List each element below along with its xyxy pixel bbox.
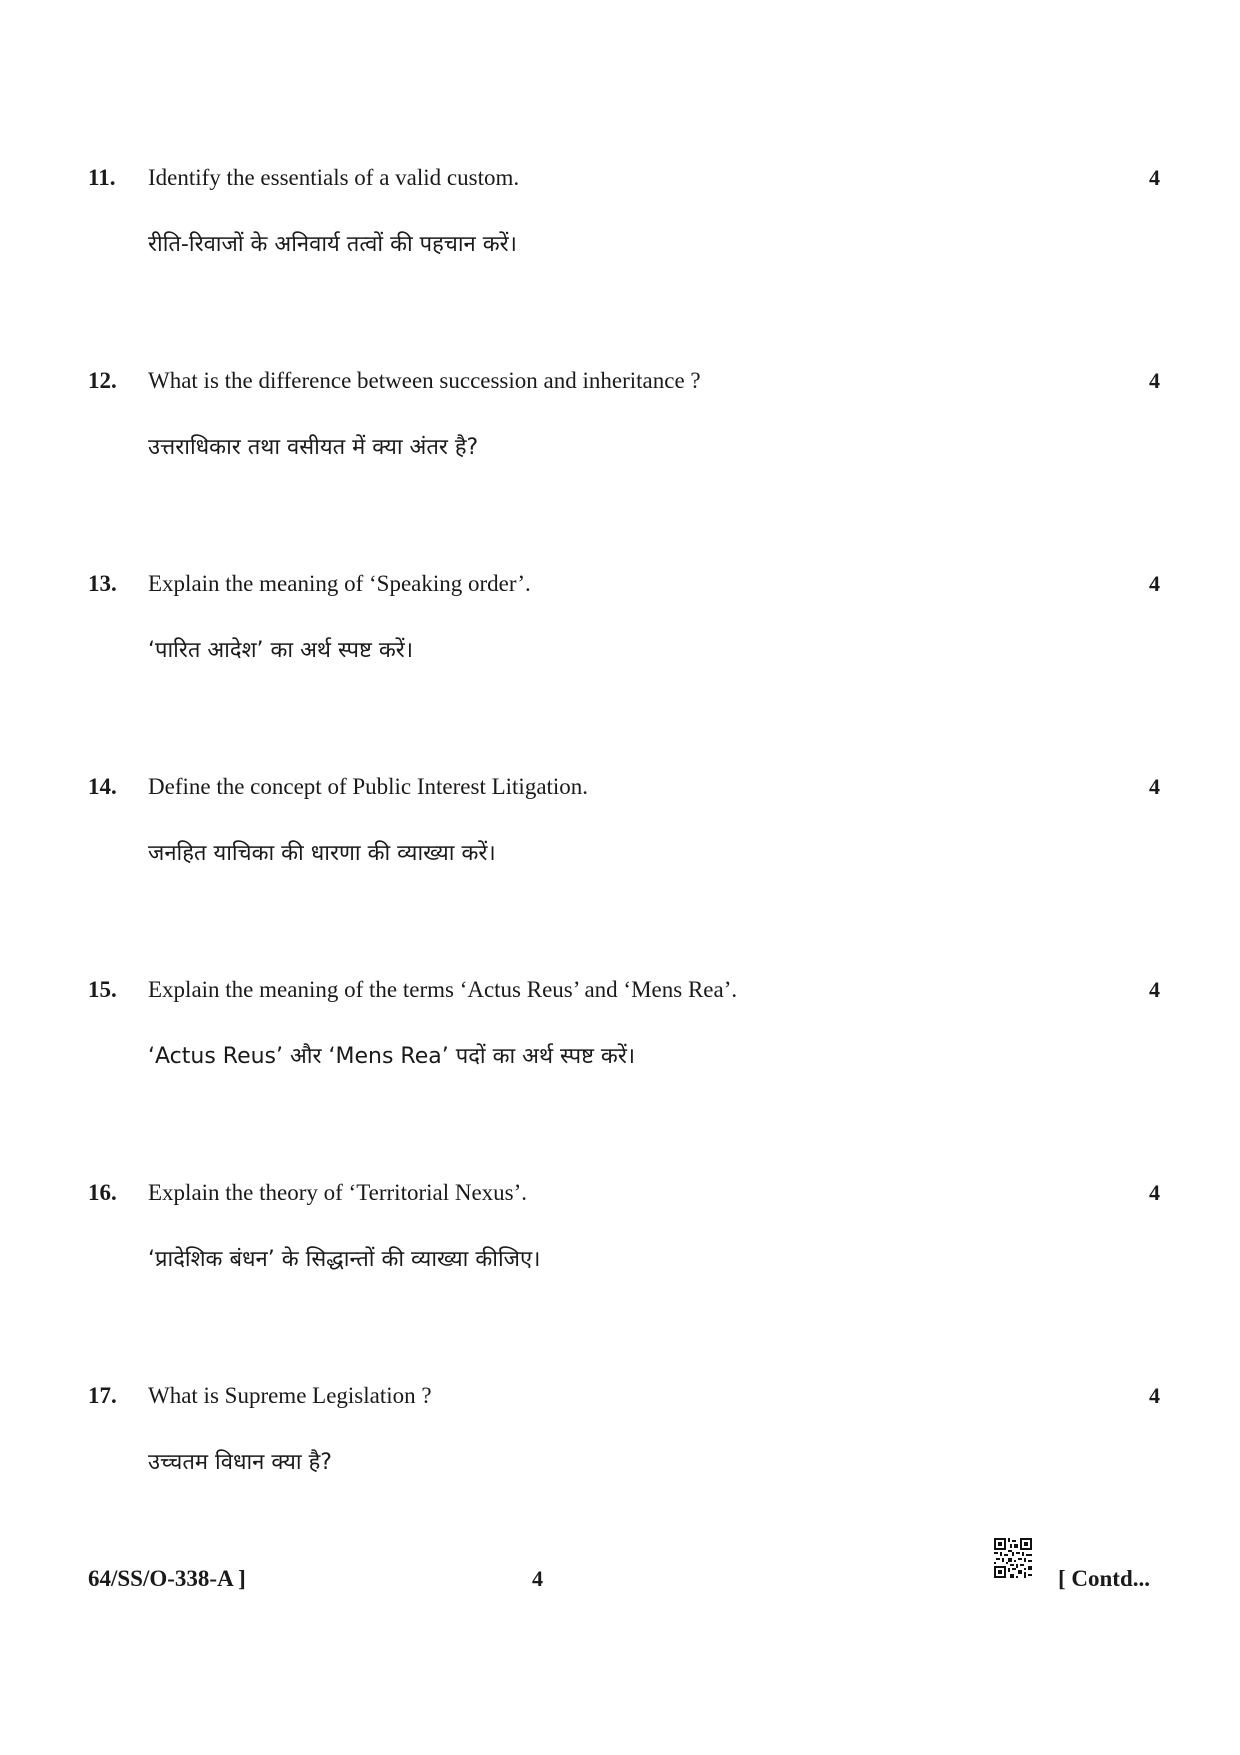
question-marks: 4 [1149,1180,1160,1205]
question-marks: 4 [1149,1383,1160,1408]
question-13 [0,570,1240,690]
question-text-hindi: ‘Actus Reus’ और ‘Mens Rea’ पदों का अर्थ स्पष्ट करें। [148,1044,636,1069]
question-number: 17. [88,1383,117,1408]
question-marks: 4 [1149,165,1160,190]
question-number: 12. [88,368,117,393]
question-15 [0,976,1240,1096]
question-number: 15. [88,977,117,1002]
question-text-english: Explain the theory of ‘Territorial Nexus’. [148,1180,528,1205]
question-text-hindi: उच्चतम विधान क्या है? [148,1450,332,1475]
question-text-english: What is the difference between succession and inheritance ? [148,368,701,393]
question-text-english: Explain the meaning of the terms ‘Actus Reus’ and ‘Mens Rea’. [148,977,738,1002]
question-marks: 4 [1149,977,1160,1002]
question-number: 16. [88,1180,117,1205]
paper-code: 64/SS/O-338-A ] [88,1566,246,1591]
question-text-english: Identify the essentials of a valid custom. [148,165,520,190]
question-14 [0,773,1240,893]
question-text-english: Explain the meaning of ‘Speaking order’. [148,571,531,596]
question-text-english: What is Supreme Legislation ? [148,1383,432,1408]
question-text-hindi: जनहित याचिका की धारणा की व्याख्या करें। [148,841,496,866]
question-text-hindi: ‘पारित आदेश’ का अर्थ स्पष्ट करें। [148,638,414,663]
qr-code-icon [994,1538,1032,1578]
question-16 [0,1179,1240,1299]
continued-label: [ Contd... [1058,1566,1151,1591]
question-17 [0,1382,1240,1502]
question-marks: 4 [1149,368,1160,393]
question-text-hindi: ‘प्रादेशिक बंधन’ के सिद्धान्तों की व्याख्या कीजिए। [148,1247,541,1272]
question-number: 14. [88,774,117,799]
question-text-hindi: उत्तराधिकार तथा वसीयत में क्या अंतर है? [148,435,479,460]
question-text-english: Define the concept of Public Interest Litigation. [148,774,589,799]
question-number: 13. [88,571,117,596]
question-marks: 4 [1149,571,1160,596]
question-12 [0,367,1240,487]
question-marks: 4 [1149,774,1160,799]
question-number: 11. [88,165,116,190]
question-11 [0,164,1240,284]
page-number: 4 [532,1566,543,1591]
question-text-hindi: रीति-रिवाजों के अनिवार्य तत्वों की पहचान करें। [148,232,517,257]
